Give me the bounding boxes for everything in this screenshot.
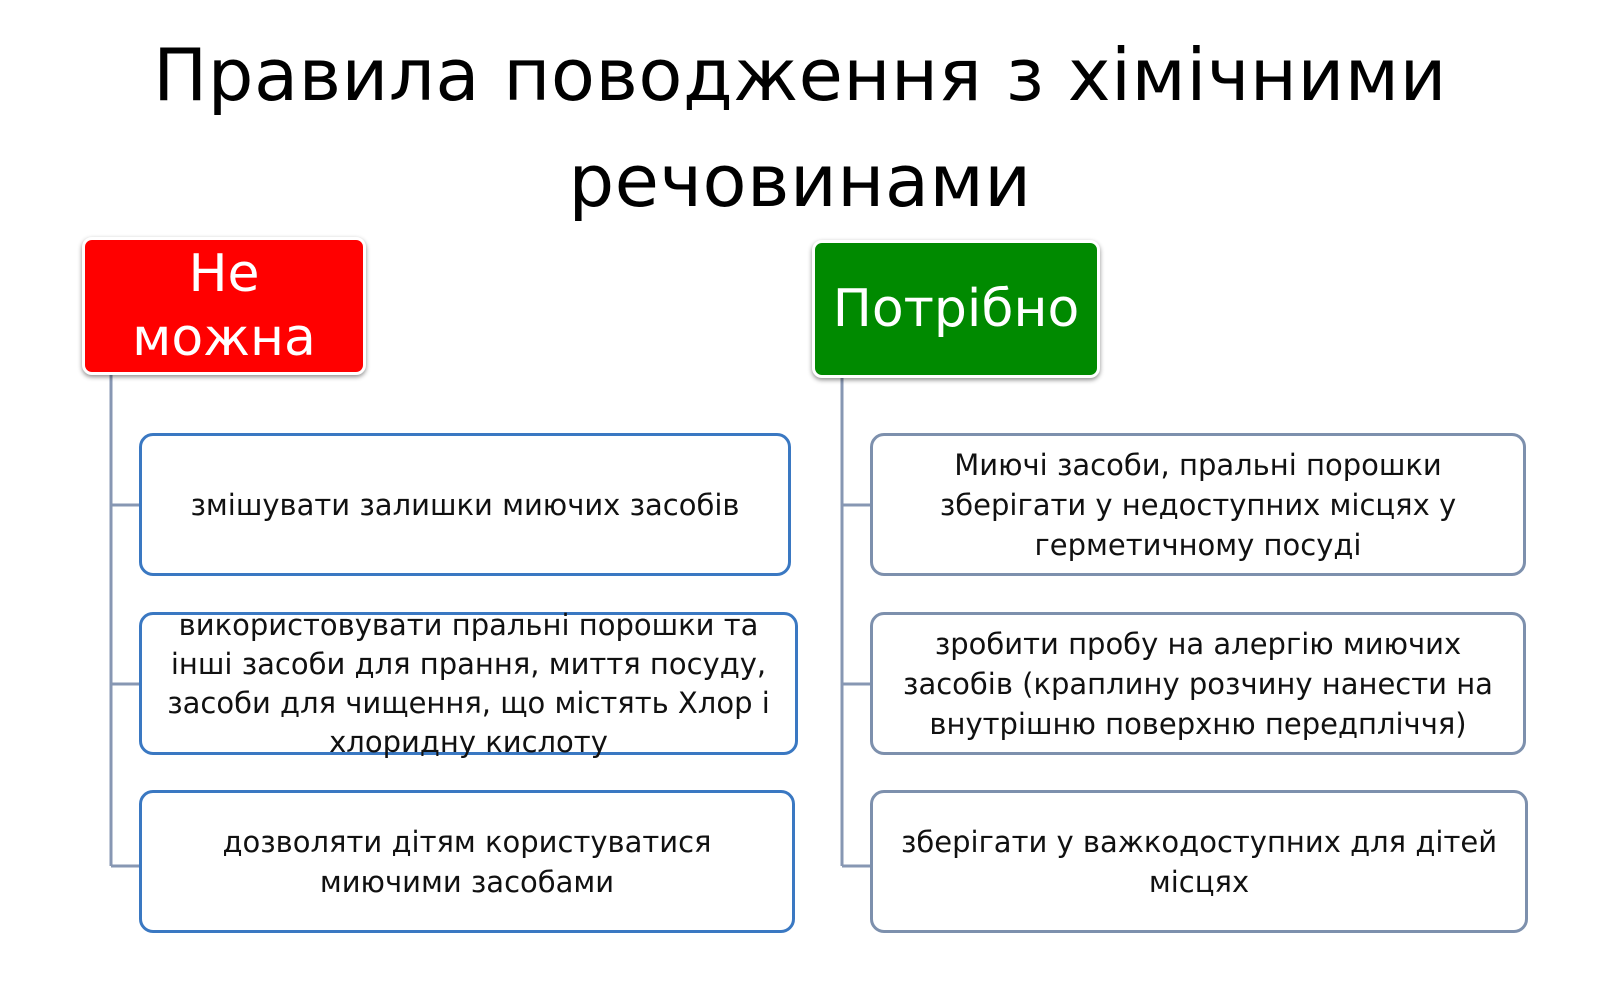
required-item — [870, 612, 1526, 755]
forbidden-item — [139, 433, 791, 576]
required-item-text: Миючі засоби, пральні порошки зберігати у недоступних місцях у герметичному посуді — [939, 447, 1457, 562]
page-title-line-2: речовинами — [568, 139, 1032, 223]
forbidden-item — [139, 607, 798, 759]
required-item — [870, 790, 1528, 933]
required-item — [870, 433, 1526, 576]
forbidden-item-text: дозволяти дітям користуватися миючими засобами — [222, 824, 712, 899]
required-item-text: зберігати у важкодоступних для дітей місцях — [900, 824, 1498, 899]
forbidden-item-text: використовувати пральні порошки та інші засоби для прання, миття посуду, засоби для чищення, що містять Хлор і хлоридну кислоту — [167, 607, 770, 759]
required-item-text: зробити пробу на алергію миючих засобів (краплину розчину нанести на внутрішню поверхню передпліччя) — [903, 626, 1493, 741]
forbidden-item — [139, 790, 795, 933]
required-header-label: Потрібно — [832, 279, 1080, 339]
forbidden-header — [82, 237, 366, 375]
forbidden-item-text: змішувати залишки миючих засобів — [190, 487, 740, 522]
forbidden-header-label: Не можна — [132, 244, 316, 368]
page-title — [0, 22, 1600, 234]
required-header — [812, 240, 1100, 378]
page-title-line-1: Правила поводження з хімічними — [153, 33, 1447, 117]
